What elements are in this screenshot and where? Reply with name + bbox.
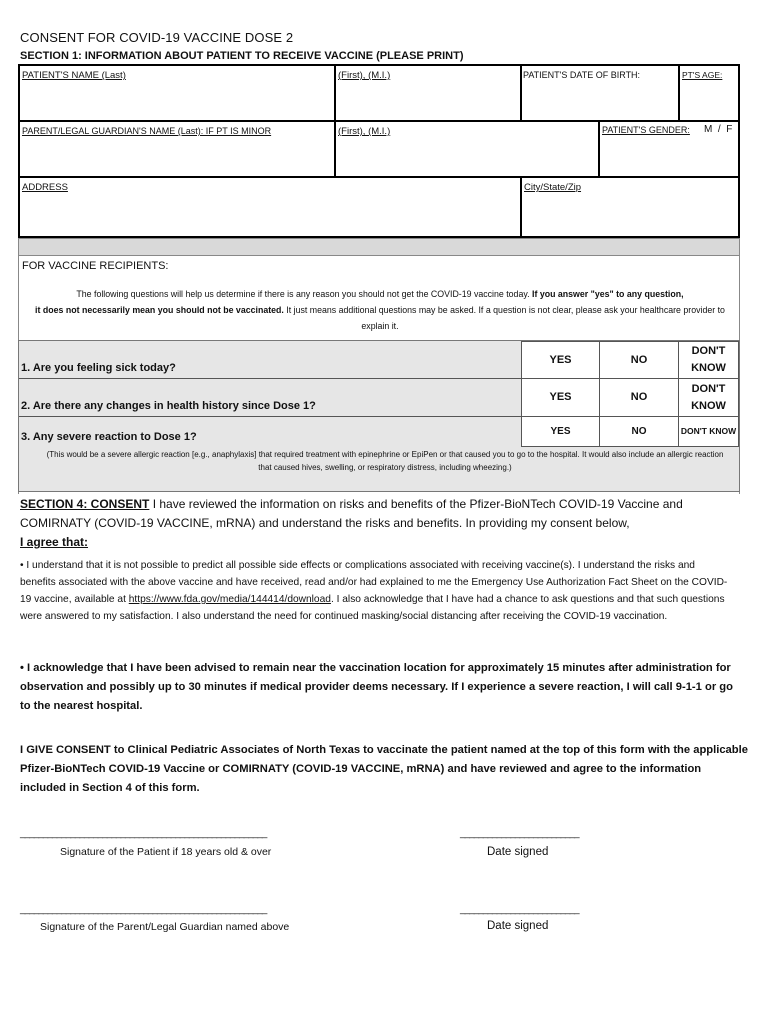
- q1-yes-option[interactable]: YES: [521, 341, 600, 379]
- guardian-first-name-field[interactable]: (First), (M.I.): [338, 126, 391, 137]
- recipients-heading: FOR VACCINE RECIPIENTS:: [22, 260, 169, 272]
- guardian-last-name-field[interactable]: PARENT/LEGAL GUARDIAN'S NAME (Last): IF PT IS MINOR: [22, 126, 272, 136]
- question-3-note: (This would be a severe allergic reaction [e.g., anaphylaxis] that required treatment with epinephrine or EpiPen or that caused you to go to the hospital. It would also include an allergic reaction that caused hives, swelling, or respiratory distress, including wheezing.): [46, 450, 724, 472]
- address-field[interactable]: ADDRESS: [22, 182, 68, 193]
- grid-divider: [334, 66, 336, 176]
- q3-no-option[interactable]: NO: [599, 416, 679, 447]
- guardian-signature-line[interactable]: ______________________________________________________: [20, 904, 267, 915]
- question-3: 3. Any severe reaction to Dose 1?: [21, 431, 197, 443]
- acknowledgement-bullet-2: • I acknowledge that I have been advised to remain near the vaccination location for approximately 15 minutes after administration for observation and possibly up to 30 minutes if medical provider deems necessary. If I experience a severe reaction, I will call 9-1-1 or go to the nearest hospital.: [20, 662, 733, 712]
- guardian-date-label: Date signed: [487, 920, 549, 932]
- q1-no-option[interactable]: NO: [599, 341, 679, 379]
- recipients-intro: [22, 286, 738, 334]
- q3-yes-option[interactable]: YES: [521, 416, 600, 447]
- patient-info-grid: [18, 64, 740, 238]
- intro-text: The following questions will help us determine if there is any reason you should not get the COVID-19 vaccine today.: [76, 289, 530, 299]
- gender-options[interactable]: M / F: [704, 124, 733, 135]
- question-1: 1. Are you feeling sick today?: [21, 362, 176, 374]
- patient-signature-line[interactable]: ______________________________________________________: [20, 828, 267, 839]
- guardian-signature-label: Signature of the Parent/Legal Guardian named above: [40, 921, 290, 933]
- grid-divider: [598, 120, 600, 176]
- grid-divider: [678, 66, 680, 120]
- q2-yes-option[interactable]: YES: [521, 378, 600, 417]
- section4-text: I have reviewed the information on risks and benefits of the Pfizer-BioNTech COVID-19 Vaccine and COMIRNATY (COVID-19 VACCINE, mRNA) and understand the risks and benefits. In providing my consent below,: [20, 497, 683, 530]
- grid-divider: [520, 176, 522, 238]
- grid-divider: [20, 176, 738, 178]
- intro-bold-text: it does not necessarily mean you should not be vaccinated.: [35, 305, 284, 315]
- consent-statement: I GIVE CONSENT to Clinical Pediatric Associates of North Texas to vaccinate the patient named at the top of this form with the applicable Pfizer-BioNTech COVID-19 Vaccine or COMIRNATY (COVID-19 VACCINE, mRNA) and have reviewed and agree to the information included in Section 4 of this form.: [20, 744, 748, 794]
- q3-dont-know-option[interactable]: DON'T KNOW: [678, 416, 739, 447]
- age-field[interactable]: PT'S AGE:: [682, 70, 723, 80]
- form-title: CONSENT FOR COVID-19 VACCINE DOSE 2: [20, 30, 294, 45]
- patient-first-name-field[interactable]: (First), (M.I.): [338, 70, 391, 81]
- section4-heading: SECTION 4: CONSENT: [20, 497, 150, 511]
- q2-dont-know-option[interactable]: DON'T KNOW: [678, 378, 739, 417]
- guardian-date-line[interactable]: __________________________: [460, 904, 579, 915]
- intro-text: It just means additional questions may be asked. If a question is not clear, please ask your healthcare provider to explain it.: [286, 305, 725, 331]
- section4-intro: [20, 495, 732, 552]
- city-state-zip-field[interactable]: City/State/Zip: [524, 182, 582, 193]
- grid-divider: [20, 120, 738, 122]
- question-2: 2. Are there any changes in health history since Dose 1?: [21, 400, 316, 412]
- section1-heading: SECTION 1: INFORMATION ABOUT PATIENT TO RECEIVE VACCINE (PLEASE PRINT): [20, 50, 464, 62]
- bullet-text: • I understand that it is not possible to predict all possible side effects or complications associated with receiving vaccine(s). I understand the risks and benefits associated with the above vaccine and have received, read and/or had explained to me the Emergency Use Authorization Fact Sheet on the COVID-19 vaccine, available at: [20, 560, 728, 605]
- agree-heading: I agree that:: [20, 535, 89, 549]
- gender-field[interactable]: PATIENT'S GENDER:: [602, 125, 690, 135]
- patient-signature-label: Signature of the Patient if 18 years old & over: [60, 846, 272, 858]
- patient-date-line[interactable]: __________________________: [460, 828, 579, 839]
- section-separator: [18, 238, 740, 256]
- q1-dont-know-option[interactable]: DON'T KNOW: [678, 341, 739, 379]
- intro-bold-text: If you answer "yes" to any question,: [532, 289, 684, 299]
- fda-fact-sheet-link[interactable]: https://www.fda.gov/media/144414/download: [128, 594, 331, 605]
- q2-no-option[interactable]: NO: [599, 378, 679, 417]
- patient-date-label: Date signed: [487, 846, 549, 858]
- dob-field[interactable]: PATIENT'S DATE OF BIRTH:: [523, 70, 641, 80]
- patient-last-name-field[interactable]: PATIENT'S NAME (Last): [22, 70, 126, 81]
- acknowledgement-bullet-1: [20, 557, 732, 625]
- grid-divider: [520, 66, 522, 120]
- bullet-text: . I also acknowledge that I have had a chance to ask questions and that such questions were answered to my satisfaction. I also understand the need for continued masking/social distancing after receiving the COVID-19 vaccination.: [20, 594, 725, 622]
